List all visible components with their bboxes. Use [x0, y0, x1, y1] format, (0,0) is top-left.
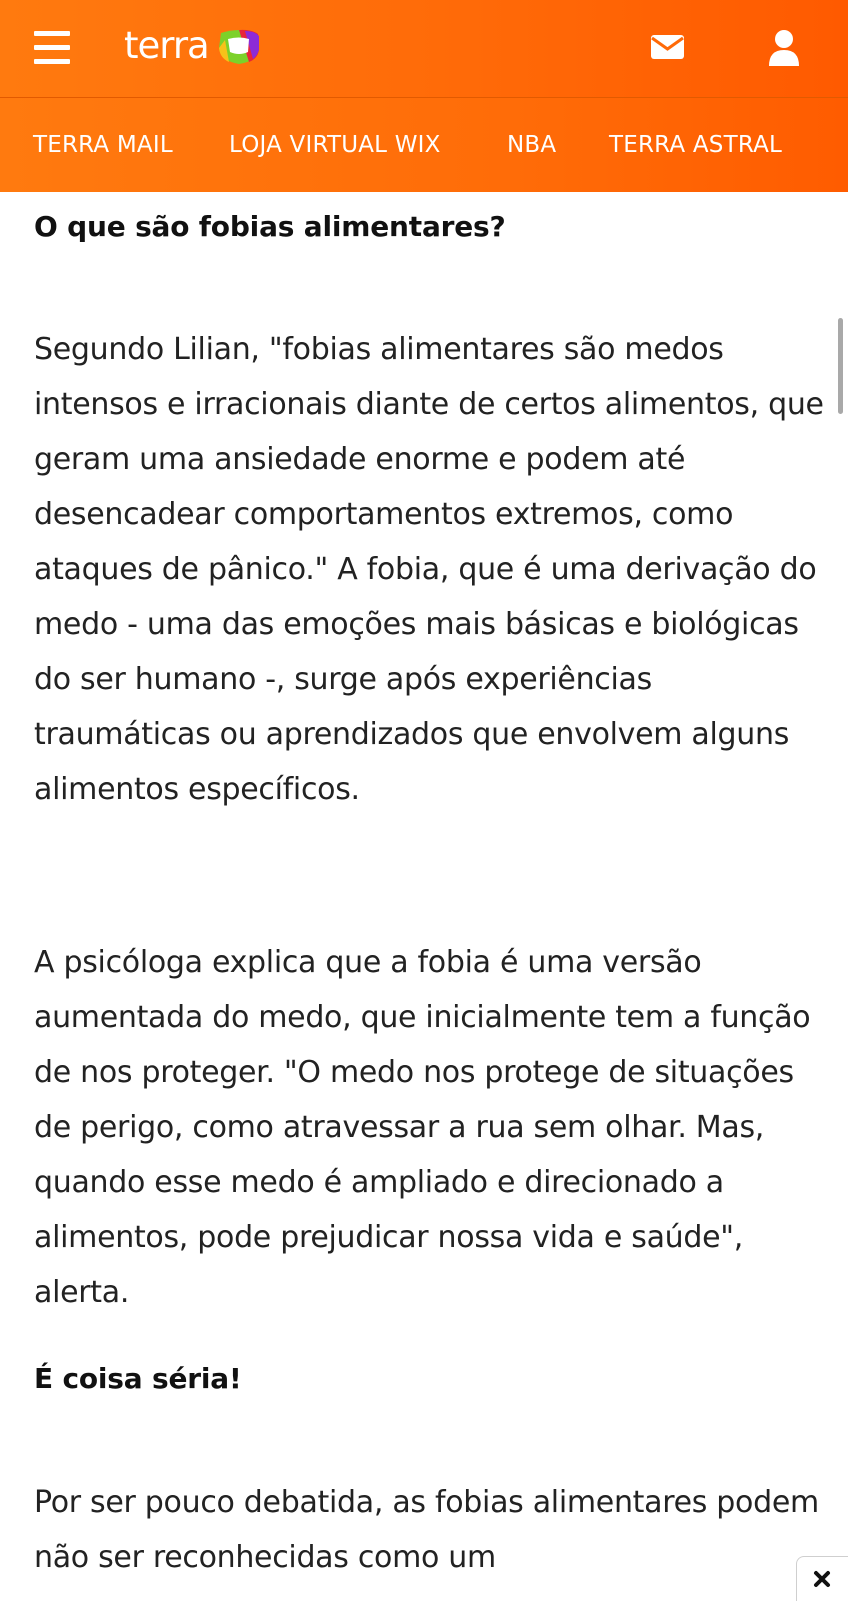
mail-button[interactable]: [650, 32, 686, 62]
nav-item-loja-virtual-wix[interactable]: LOJA VIRTUAL WIX: [229, 132, 441, 158]
section-heading: O que são fobias alimentares?: [34, 210, 506, 243]
terra-logo-mark-icon: [215, 28, 263, 66]
nav-item-nba[interactable]: NBA: [507, 132, 557, 158]
nav-item-terra-astral[interactable]: TERRA ASTRAL: [609, 132, 783, 158]
section-heading: É coisa séria!: [34, 1362, 242, 1395]
top-navigation: [0, 98, 848, 192]
article-paragraph: Segundo Lilian, "fobias alimentares são medos intensos e irracionais diante de certos alimentos, que geram uma ansiedade enorme e podem até desencadear comportamentos extremos, como ataques de pânico." A fobia, que é uma derivação do medo - uma das emoções mais básicas e biológicas do ser humano -, surge após experiências traumáticas ou aprendizados que envolvem alguns alimentos específicos.: [34, 332, 824, 807]
article-paragraph: Por ser pouco debatida, as fobias alimentares podem não ser reconhecidas como um: [34, 1485, 819, 1575]
terra-logo[interactable]: [124, 22, 263, 70]
envelope-icon: [650, 32, 686, 62]
logo-text: terra: [124, 24, 209, 67]
header-bar: [0, 0, 848, 98]
close-ad-button[interactable]: [796, 1556, 848, 1601]
close-icon: [797, 1557, 848, 1601]
user-button[interactable]: [766, 28, 802, 68]
scrollbar-thumb[interactable]: [838, 318, 843, 414]
nav-item-terra-mail[interactable]: TERRA MAIL: [33, 132, 173, 158]
article-paragraph: A psicóloga explica que a fobia é uma versão aumentada do medo, que inicialmente tem a função de nos proteger. "O medo nos protege de situações de perigo, como atravessar a rua sem olhar. Mas, quando esse medo é ampliado e direcionado a alimentos, pode prejudicar nossa vida e saúde", alerta.: [34, 945, 811, 1310]
hamburger-menu-icon[interactable]: [34, 30, 72, 66]
user-icon: [766, 28, 802, 68]
